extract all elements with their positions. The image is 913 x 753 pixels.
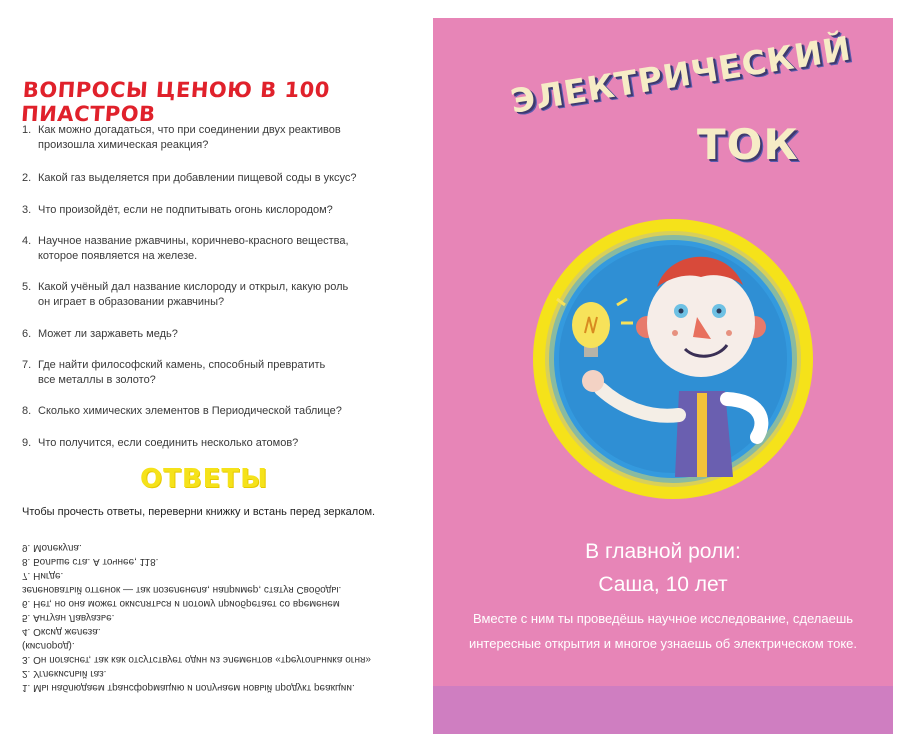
boy-tie [697,393,707,477]
boy-hand [582,370,604,392]
questions-page: ВОПРОСЫ ЦЕНОЮ В 100 ПИАСТРОВ 1. Как можно догадаться, что при соединении двух реактивов произошла химическая реакция? 2. Какой газ выделяется при добавлении пищевой соды в уксус? 3. Что произойдёт, если не подпитывать огонь кислородом? 4. Научное название ржавчины, коричнево-красного вещества, которое появляется на железе. 5. Какой учёный дал название кислороду и открыл, какую роль он играет в образовании ржавчины? 6. Может ли заржаветь медь? 7. Где найти философский камень, способный превратить все металлы в золото? 8. Сколько химических элементов в Периодической таблице? 9. Что получится, если соединить несколько атомов? ОТВЕТЫ Чтобы прочесть ответы, переверни книжку и встань перед зеркалом. 1. Мы наблюдаем трансформацию и получаем новый продукт реакции. 2. Углекислый газ. 3. Он погаснет, так как отсутствует один из элементов «треугольника огня» (кислород). 4. Оксид железа. 5. Антуан Лавуазье. 6. Нет, но она может окисляться и потому приобретает со временем зеленоватый оттенок — так позеленела, например, статуя Свободы. 7. Нигде. 8. Больше ста. А точнее, 118. 9. Молекула. [0,0,420,753]
boy-head [647,269,755,377]
mirrored-answers [22,533,392,693]
cover-bottom-stripe [433,686,893,734]
cover-title-line2: ТОК [697,120,799,169]
answer-line: 8. Больше ста. А точнее, 118. [22,556,159,567]
answer-line: 9. Молекула. [22,542,82,553]
cover-title-line1: ЭЛЕКТРИЧЕСКИЙ [507,28,854,121]
questions-title: ВОПРОСЫ ЦЕНОЮ В 100 ПИАСТРОВ [20,78,331,126]
role-label: В главной роли: [585,540,741,563]
answer-line: зеленоватый оттенок — так позеленела, например, статуя Свободы. [22,584,342,595]
answer-line: 2. Углекислый газ. [22,668,107,679]
cover-description: Вместе с ним ты проведёшь научное исследование, сделаешь интересные открытия и многое узнаешь об электрическом токе. [468,611,858,651]
answer-line: 5. Антуан Лавуазье. [22,612,115,623]
cover-page [433,18,893,734]
answer-line: 1. Мы наблюдаем трансформацию и получаем новый продукт реакции. [22,682,355,693]
hero-portrait-illustration [529,215,817,503]
answer-line: 3. Он погаснет, так как отсутствует один из элементов «треугольника огня» [22,654,371,665]
answer-line: (кислород). [22,640,75,651]
answer-line: 6. Нет, но она может окисляться и потому приобретает со временем [22,598,340,609]
hero-name: Саша, 10 лет [598,573,728,596]
answers-title: ОТВЕТЫ [140,464,269,494]
answer-line: 4. Оксид железа. [22,626,101,637]
answers-instruction: Чтобы прочесть ответы, переверни книжку и встань перед зеркалом. [22,506,376,518]
answer-line: 7. Нигде. [22,570,64,581]
